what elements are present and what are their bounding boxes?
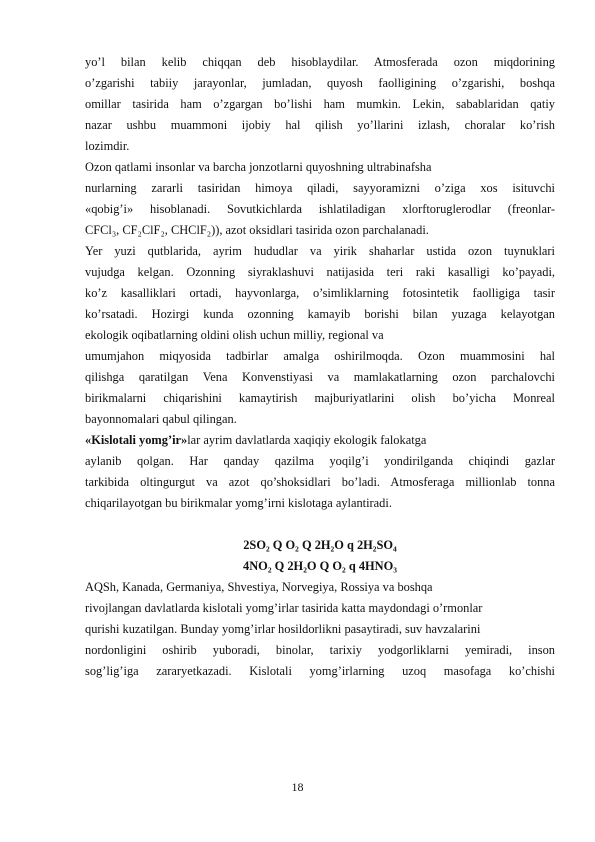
text-line: vujudga kelgan. Ozonning siyraklashuvi natijasida teri raki kasalligi ko’payadi, [85, 265, 555, 279]
text-line: omillar tasirida ham o’zgargan bo’lishi ham mumkin. Lekin, sabablaridan qatiy [85, 97, 555, 111]
document-body [85, 52, 555, 682]
text-line: ko’rsatadi. Hozirgi kunda ozonning kamayib borishi bilan yuzaga kelayotgan [85, 307, 555, 321]
text-line: lozimdir. [85, 139, 130, 153]
text-line: umumjahon miqyosida tadbirlar amalga oshirilmoqda. Ozon muammosini hal [85, 349, 555, 363]
text-line: qurishi kuzatilgan. Bunday yomg’irlar hosildorlikni pasaytiradi, suv havzalarini [85, 622, 481, 636]
acid-rain-term: «Kislotali yomg’ir» [85, 433, 188, 447]
equation-sulfuric-acid: 2SO₂ Q O₂ Q 2H₂O q 2H₂SO₄ [243, 538, 397, 552]
text-line: nordonligini oshirib yuboradi, binolar, tarixiy yodgorliklarni yemiradi, inson [85, 643, 555, 657]
equation-nitric-acid: 4NO₂ Q 2H₂O Q O₂ q 4HNO₃ [243, 559, 397, 573]
text-line: sog’lig’iga zararyetkazadi. Kislotali yomg’irlarning uzoq masofaga ko’chishi [85, 664, 555, 678]
text-line: ko’z kasalliklari ortadi, hayvonlarga, o’simliklarning fotosintetik faolligiga tasir [85, 286, 555, 300]
text-line: o’zgarishi tabiiy jarayonlar, jumladan, quyosh faolligining o’zgarishi, boshqa [85, 76, 555, 90]
text-line: chiqarilayotgan bu birikmalar yomg’irni kislotaga aylantiradi. [85, 496, 392, 510]
text-line: ekologik oqibatlarning oldini olish uchun milliy, regional va [85, 328, 384, 342]
text-line: nazar ushbu muammoni ijobiy hal qilish yo’llarini izlash, choralar ko’rish [85, 118, 555, 132]
text-line: CFCl₃, CF₂ClF₂, CHClF₂)), azot oksidlari tasirida ozon parchalanadi. [85, 223, 429, 237]
text-segment: lar ayrim davlatlarda xaqiqiy ekologik falokatga [187, 433, 427, 447]
text-line: «qobig’i» hisoblanadi. Sovutkichlarda ishlatiladigan xlorftoruglerodlar (freonlar- [85, 202, 555, 216]
text-line: yo’l bilan kelib chiqqan deb hisoblaydilar. Atmosferada ozon miqdorining [85, 55, 555, 69]
text-line: rivojlangan davlatlarda kislotali yomg’irlar tasirida katta maydondagi o’rmonlar [85, 601, 483, 615]
text-line: bayonnomalari qabul qilingan. [85, 412, 237, 426]
text-line: AQSh, Kanada, Germaniya, Shvestiya, Norvegiya, Rossiya va boshqa [85, 580, 433, 594]
text-line: Yer yuzi qutblarida, ayrim hududlar va yirik shaharlar ustida ozon tuynuklari [85, 244, 555, 258]
text-line: aylanib qolgan. Har qanday qazilma yoqilg’i yondirilganda chiqindi gazlar [85, 454, 555, 468]
text-line: qilishga qaratilgan Vena Konvenstiyasi va mamlakatlarning ozon parchalovchi [85, 370, 555, 384]
text-line: Ozon qatlami insonlar va barcha jonzotlarni quyoshning ultrabinafsha [85, 160, 432, 174]
spacer [85, 514, 555, 535]
text-line: tarkibida oltingurgut va azot qo’shoksidlari bo’ladi. Atmosferaga millionlab tonna [85, 475, 555, 489]
acid-rain-paragraph-start [85, 430, 555, 451]
page-number: 18 [291, 780, 304, 794]
text-line: nurlarning zararli tasiridan himoya qiladi, sayyoramizni o’ziga xos isituvchi [85, 181, 555, 195]
text-line: birikmalarni chiqarishini kamaytirish majburiyatlarini olish bo’yicha Monreal [85, 391, 555, 405]
